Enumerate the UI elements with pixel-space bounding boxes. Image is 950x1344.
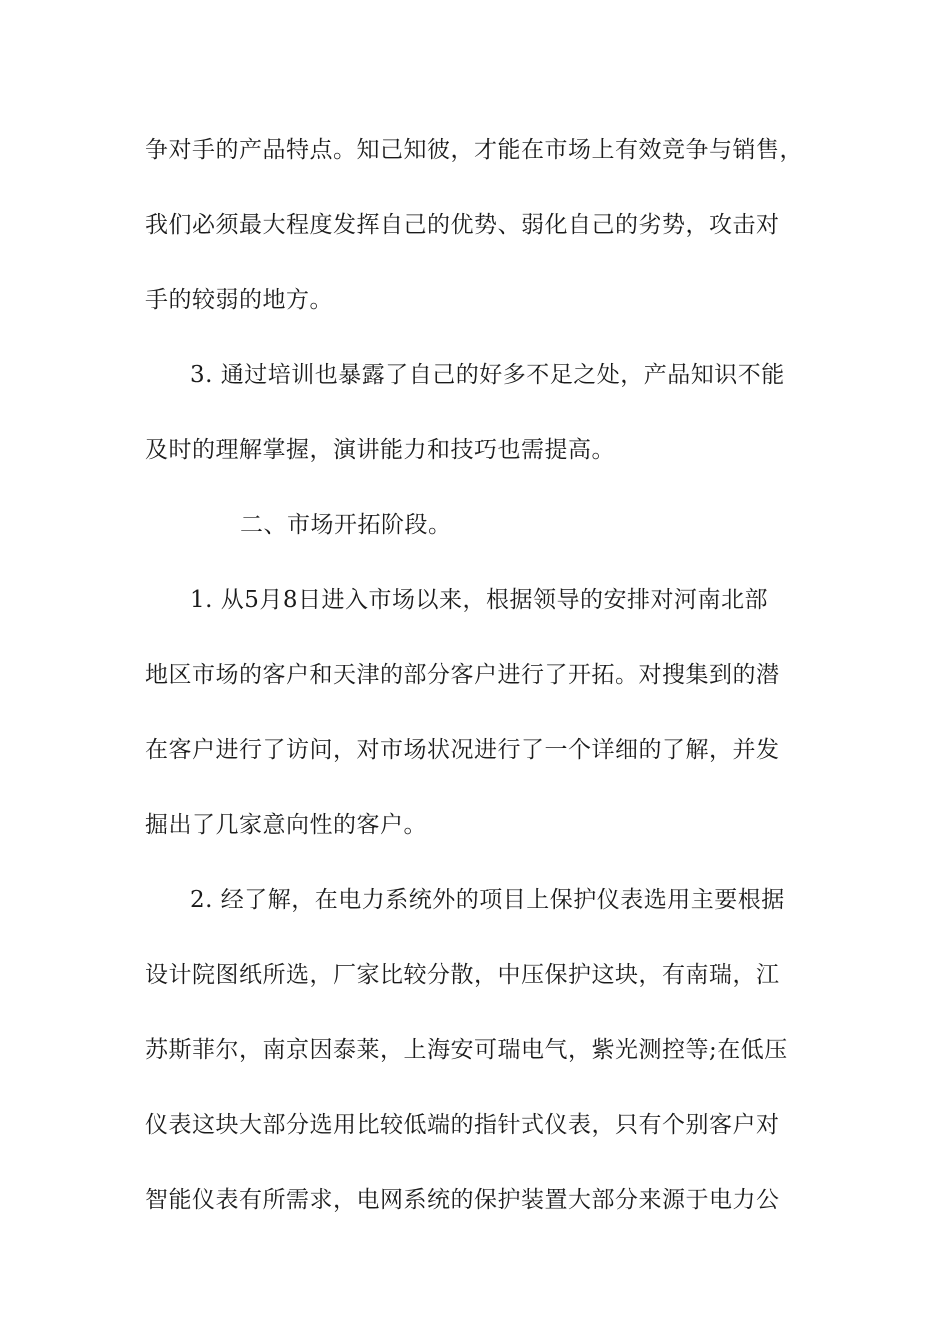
paragraph-line: 在客户进行了访问，对市场状况进行了一个详细的了解，并发	[145, 737, 780, 763]
paragraph-line: 苏斯菲尔，南京因泰莱，上海安可瑞电气，紫光测控等;在低压	[145, 1037, 788, 1063]
paragraph-line: 争对手的产品特点。知己知彼，才能在市场上有效竞争与销售，	[145, 137, 803, 163]
paragraph-line: 掘出了几家意向性的客户。	[145, 812, 427, 838]
section-heading: 二、市场开拓阶段。	[240, 512, 452, 538]
numbered-item-line: 3. 通过培训也暴露了自己的好多不足之处，产品知识不能	[190, 362, 785, 388]
paragraph-line: 地区市场的客户和天津的部分客户进行了开拓。对搜集到的潜	[145, 662, 780, 688]
paragraph-line: 我们必须最大程度发挥自己的优势、弱化自己的劣势，攻击对	[145, 212, 780, 238]
paragraph-line: 设计院图纸所选，厂家比较分散，中压保护这块，有南瑞，江	[145, 962, 780, 988]
numbered-item-line: 2. 经了解，在电力系统外的项目上保护仪表选用主要根据	[190, 887, 785, 913]
paragraph-line: 智能仪表有所需求，电网系统的保护装置大部分来源于电力公	[145, 1187, 780, 1213]
paragraph-line: 仪表这块大部分选用比较低端的指针式仪表，只有个别客户对	[145, 1112, 780, 1138]
paragraph-line: 手的较弱的地方。	[145, 287, 333, 313]
numbered-item-line: 1. 从5月8日进入市场以来，根据领导的安排对河南北部	[190, 587, 769, 613]
paragraph-line: 及时的理解掌握，演讲能力和技巧也需提高。	[145, 437, 615, 463]
